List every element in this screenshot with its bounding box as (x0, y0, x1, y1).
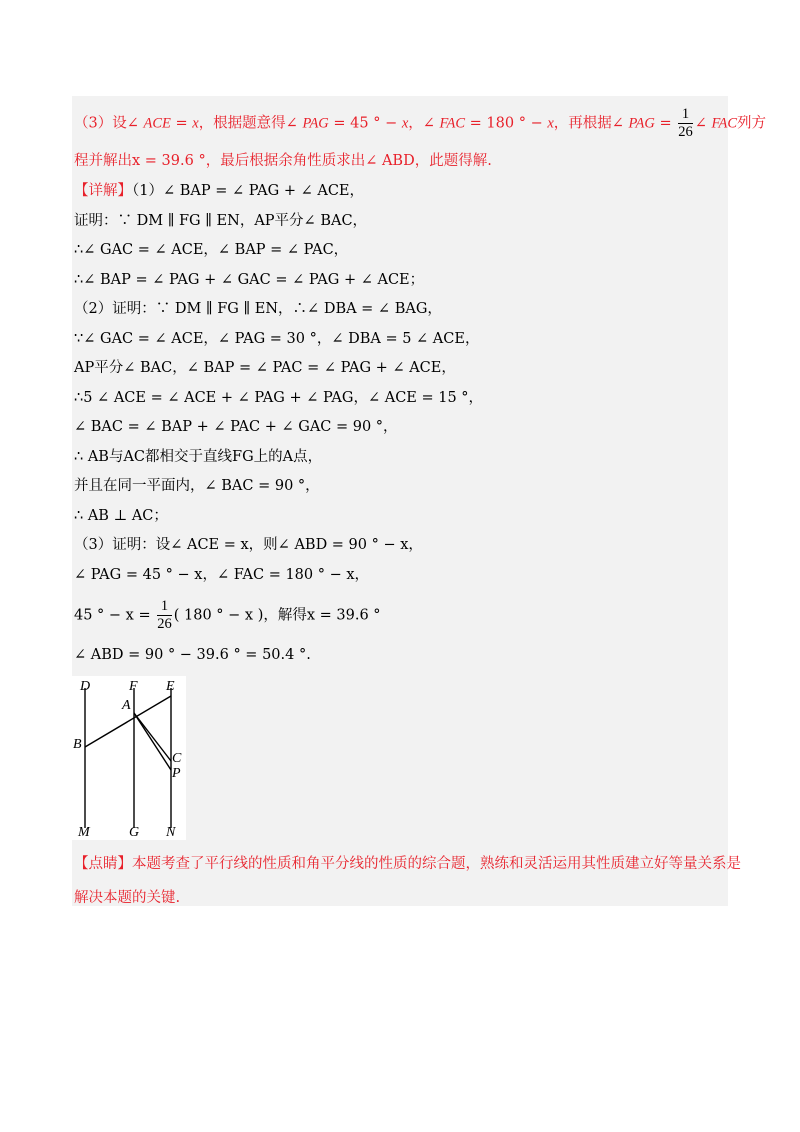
fraction-numerator: 1 (157, 598, 172, 616)
fraction-denominator: 26 (157, 616, 172, 632)
detail-line-4: ∴∠ BAP = ∠ PAG + ∠ GAC = ∠ PAG + ∠ ACE； (74, 272, 425, 288)
label-B: B (73, 737, 82, 752)
math: x (547, 115, 554, 132)
solution-line-1 (74, 106, 766, 141)
detail-line-11: 并且在同一平面内，∠ BAC = 90 °， (74, 478, 320, 494)
text: ∠ (694, 115, 712, 132)
fraction-numerator: 1 (678, 106, 693, 124)
detail-line-5: （2）证明：∵ DM ∥ FG ∥ EN，∴∠ DBA = ∠ BAG， (74, 301, 442, 317)
detail-line-12: ∴ AB ⊥ AC； (74, 508, 168, 524)
comment-line-2: 解决本题的关键. (74, 890, 181, 906)
text: （3）设∠ (74, 115, 144, 132)
text: 本题考查了平行线的性质和角平分线的性质的综合题，熟练和灵活运用其性质建立好等量关系是 (132, 856, 741, 872)
fraction (678, 106, 693, 141)
detail-line-3: ∴∠ GAC = ∠ ACE，∠ BAP = ∠ PAC， (74, 242, 349, 258)
text: ( 180 ° − x )，解得x = 39.6 ° (173, 607, 381, 624)
fraction (157, 598, 172, 633)
detail-line-2: 证明：∵ DM ∥ FG ∥ EN，AP平分∠ BAC， (74, 213, 368, 229)
geometry-figure (70, 676, 186, 840)
detail-line-8: ∴5 ∠ ACE = ∠ ACE + ∠ PAG + ∠ PAG，∠ ACE = 15 °， (74, 390, 484, 406)
label-E: E (166, 679, 175, 694)
detail-line-13: （3）证明：设∠ ACE = x，则∠ ABD = 90 ° − x， (74, 537, 423, 553)
math: x (192, 115, 199, 132)
text: ，根据题意得∠ (198, 115, 303, 132)
text: = (654, 115, 677, 132)
comment-label: 【点睛】 (74, 856, 132, 872)
label-P: P (172, 766, 181, 781)
math: ACE (143, 115, 171, 132)
label-F: F (129, 679, 138, 694)
math: FAC (711, 115, 738, 132)
text: ，再根据∠ (553, 115, 629, 132)
math: x (401, 115, 409, 132)
fraction-denominator: 26 (678, 124, 693, 140)
label-A: A (122, 698, 131, 713)
math: FAC (439, 115, 466, 132)
math: PAG (628, 115, 655, 132)
detail-line-9: ∠ BAC = ∠ BAP + ∠ PAC + ∠ GAC = 90 °， (74, 419, 398, 435)
detail-label: 【详解】 (74, 183, 132, 199)
detail-line-15 (74, 598, 381, 633)
text: ，∠ (408, 115, 440, 132)
label-G: G (129, 825, 140, 840)
text: = 180 ° − (465, 115, 548, 132)
detail-line-6: ∵∠ GAC = ∠ ACE，∠ PAG = 30 °，∠ DBA = 5 ∠ ACE， (74, 331, 480, 347)
math: PAG (302, 115, 329, 132)
comment-line-1 (74, 854, 741, 874)
text: 45 ° − x = (74, 607, 156, 624)
detail-line-1 (74, 181, 364, 201)
detail-line-16: ∠ ABD = 90 ° − 39.6 ° = 50.4 °. (74, 647, 311, 663)
text: = (170, 115, 193, 132)
detail-line-14: ∠ PAG = 45 ° − x，∠ FAC = 180 ° − x， (74, 567, 370, 583)
text: = 45 ° − (328, 115, 402, 132)
label-N: N (166, 825, 176, 840)
label-D: D (80, 679, 91, 694)
detail-line-10: ∴ AB与AC都相交于直线FG上的A点， (74, 449, 323, 465)
text: 列方 (737, 115, 767, 132)
label-M: M (78, 825, 90, 840)
text: （1）∠ BAP = ∠ PAG + ∠ ACE， (132, 183, 364, 199)
detail-line-7: AP平分∠ BAC，∠ BAP = ∠ PAC = ∠ PAG + ∠ ACE， (74, 360, 456, 376)
label-C: C (172, 751, 182, 766)
solution-line-2: 程并解出x = 39.6 °，最后根据余角性质求出∠ ABD，此题得解. (74, 153, 492, 169)
